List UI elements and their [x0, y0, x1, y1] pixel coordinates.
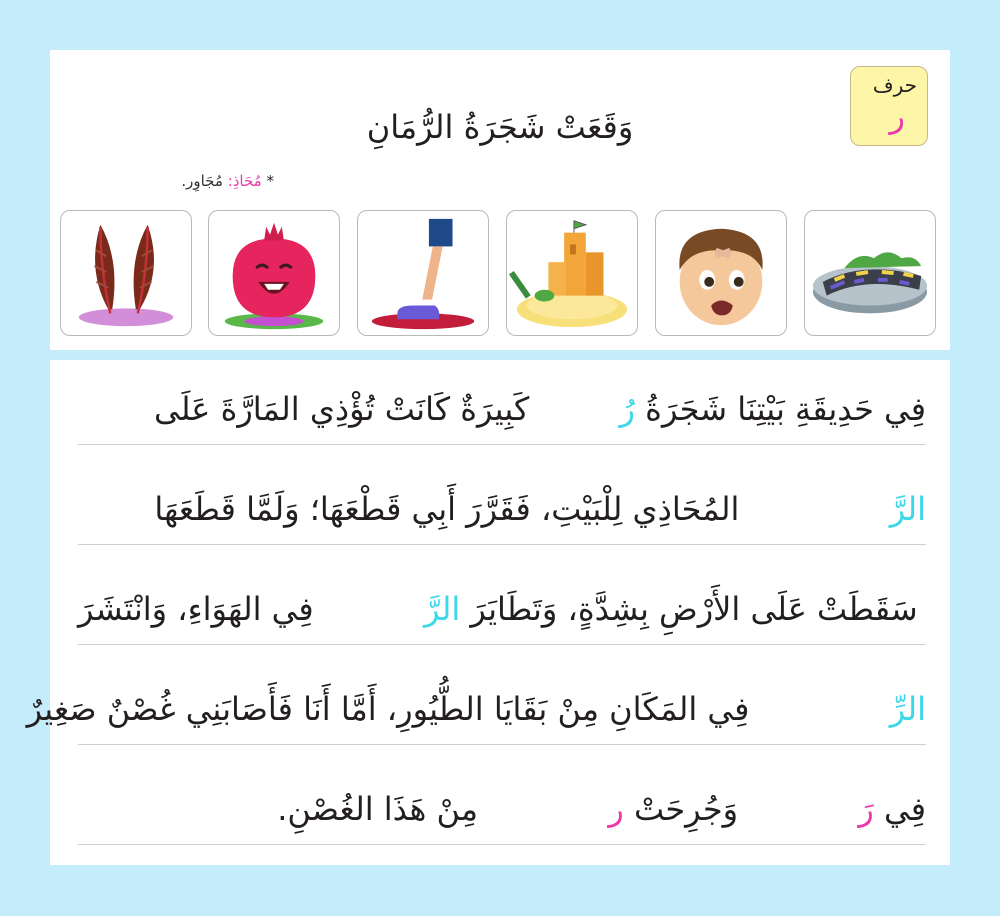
story-line-text [277, 790, 926, 828]
story-line-text [27, 690, 926, 728]
story-line-text [78, 590, 918, 628]
picture-card-boy[interactable] [655, 210, 787, 336]
feathers-icon [61, 211, 191, 335]
story-text: فِي حَدِيقَةِ بَيْتِنَا شَجَرَةُ [645, 390, 926, 428]
line-rule [78, 644, 926, 645]
letter-hint: رُ [619, 390, 635, 428]
letter-hint: الرِّ [889, 690, 926, 728]
letter-box-label: حرف [872, 73, 917, 97]
pomegranate-icon [209, 211, 339, 335]
letter-hint: الرَّ [889, 490, 926, 528]
story-line-5 [78, 780, 926, 858]
story-line-text [154, 490, 926, 528]
story-text: وَجُرِحَتْ [633, 790, 739, 828]
story-title: وَقَعَتْ شَجَرَةُ الرُّمَانِ [366, 108, 634, 146]
letter-hint: ر [608, 790, 624, 828]
story-text: مِنْ هَذَا الغُصْنِ. [277, 790, 478, 828]
line-rule [78, 744, 926, 745]
story-panel [26, 360, 950, 865]
story-text: فِي المَكَانِ مِنْ بَقَايَا الطُّيُورِ، أَمَّا أَنَا فَأَصَابَنِي غُصْنٌ صَغِيرٌ [26, 690, 750, 728]
header-panel [50, 50, 950, 350]
picture-card-leg[interactable] [357, 210, 489, 336]
glossary-note [181, 172, 274, 190]
story-line-1 [78, 380, 926, 458]
road-icon [805, 211, 935, 335]
picture-card-feathers[interactable] [60, 210, 192, 336]
story-line-4 [26, 680, 926, 758]
story-line-text [154, 390, 926, 428]
picture-card-road[interactable] [804, 210, 936, 336]
glossary-definition: مُجَاوِر. [181, 172, 223, 190]
picture-card-pomegranate[interactable] [208, 210, 340, 336]
story-text: سَقَطَتْ عَلَى الأَرْضِ بِشِدَّةٍ، وَتَطَايَرَ [470, 590, 918, 628]
story-text: فِي الهَوَاءِ، وَانْتَشَرَ [78, 590, 314, 628]
boy-head-icon [656, 211, 786, 335]
line-rule [78, 444, 926, 445]
line-rule [78, 544, 926, 545]
story-text: كَبِيرَةٌ كَانَتْ تُؤْذِي المَارَّةَ عَلَى [154, 390, 530, 428]
glossary-star: * [266, 172, 274, 190]
story-text: المُحَاذِي لِلْبَيْتِ، فَقَرَّرَ أَبِي قَطْعَهَا؛ وَلَمَّا قَطَعَهَا [154, 490, 740, 528]
letter-hint: الرَّ [423, 590, 461, 628]
letter-hint: رَ [858, 790, 874, 828]
leg-icon [358, 211, 488, 335]
story-text: فِي [884, 790, 926, 828]
glossary-term: مُحَاذِ: [227, 172, 262, 190]
letter-box-letter: ر [889, 97, 905, 135]
story-line-2 [78, 480, 926, 558]
story-line-3 [78, 580, 926, 658]
sand-castle-icon [507, 211, 637, 335]
line-rule [78, 844, 926, 845]
picture-card-sand-castle[interactable] [506, 210, 638, 336]
